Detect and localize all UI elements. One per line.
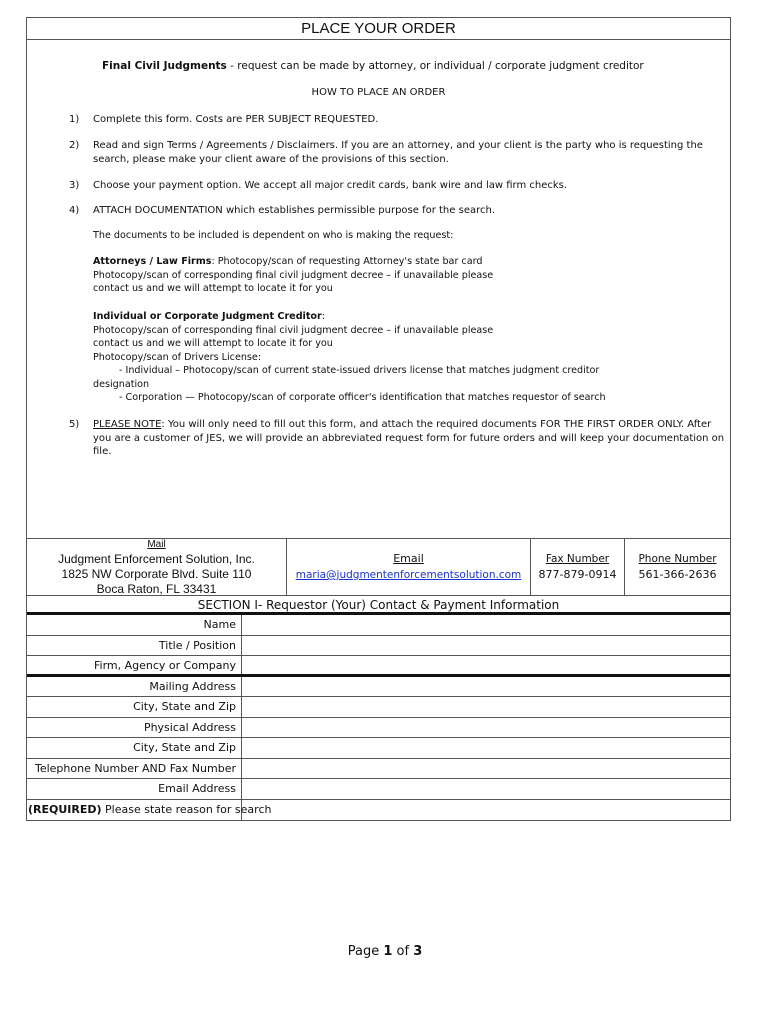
email-label: Email (393, 552, 424, 565)
footer-middle: of (392, 944, 414, 959)
howto-heading: HOW TO PLACE AN ORDER (311, 87, 446, 98)
form-row-firm (27, 656, 730, 677)
field-label: Telephone Number AND Fax Number (27, 759, 242, 779)
instructions-panel (27, 40, 730, 538)
physical-address-input[interactable] (242, 718, 730, 738)
step-text: ATTACH DOCUMENTATION which establishes permissible purpose for the search. (93, 205, 496, 216)
individual-line: Photocopy/scan of corresponding final civil judgment decree – if unavailable please (93, 324, 494, 336)
form-row-telephone (27, 759, 730, 780)
step-number: 3) (69, 180, 80, 191)
email-link[interactable]: maria@judgmentenforcementsolution.com (295, 569, 522, 581)
form-row-email (27, 779, 730, 800)
individual-label: Individual or Corporate Judgment Creditor (93, 311, 322, 322)
fax-cell (531, 539, 625, 595)
reason-label: Please state reason for search (101, 802, 272, 816)
phone-cell (625, 539, 730, 595)
page-footer (0, 944, 770, 959)
firm-input[interactable] (242, 656, 730, 674)
email-cell (287, 539, 531, 595)
mail-line: Boca Raton, FL 33431 (96, 582, 217, 596)
step-4 (69, 204, 729, 218)
mailing-address-input[interactable] (242, 677, 730, 697)
physical-city-input[interactable] (242, 738, 730, 758)
field-label (27, 800, 272, 821)
mail-line: 1825 NW Corporate Blvd. Suite 110 (61, 567, 252, 581)
individual-block (93, 310, 713, 405)
field-label: Email Address (27, 779, 242, 799)
phone-label: Phone Number (638, 553, 717, 565)
email-input[interactable] (242, 779, 730, 799)
step-1 (69, 113, 729, 127)
current-page: 1 (383, 944, 393, 959)
individual-line: - Corporation — Photocopy/scan of corporate officer's identification that matches requestor of search (119, 392, 606, 403)
form-row-physical-city (27, 738, 730, 759)
step-text: Complete this form. Costs are PER SUBJECT REQUESTED. (93, 114, 379, 125)
form-row-city-state-zip (27, 697, 730, 718)
docs-intro: The documents to be included is dependent on who is making the request: (93, 230, 454, 241)
section-title: SECTION I- Requestor (Your) Contact & Payment Information (27, 596, 730, 615)
order-form (26, 17, 731, 821)
step-3 (69, 179, 729, 193)
attorneys-line: : Photocopy/scan of requesting Attorney's state bar card (211, 256, 483, 267)
intro-heading (102, 60, 644, 72)
phone-value: 561-366-2636 (638, 568, 717, 581)
individual-line: - Individual – Photocopy/scan of current state-issued drivers license that matches judgment creditor (119, 365, 600, 376)
mail-address-cell (27, 539, 287, 595)
form-row-name (27, 615, 730, 636)
individual-line: contact us and we will attempt to locate it for you (93, 338, 333, 349)
step-5 (69, 418, 729, 459)
total-pages: 3 (413, 944, 423, 959)
please-note-label: PLEASE NOTE (93, 419, 162, 430)
step-2 (69, 139, 729, 166)
mail-label: Mail (147, 539, 166, 550)
field-label: Title / Position (27, 636, 242, 656)
form-row-reason (27, 800, 730, 821)
required-label: (REQUIRED) (28, 802, 102, 816)
attorneys-line: Photocopy/scan of corresponding final civil judgment decree – if unavailable please (93, 269, 494, 281)
individual-line: Photocopy/scan of Drivers License: (93, 351, 262, 363)
step-text: Read and sign Terms / Agreements / Disclaimers. If you are an attorney, and your client is the party who is requesting the search, please make your client aware of the provisions of this section. (93, 140, 703, 165)
field-label: City, State and Zip (27, 738, 242, 758)
form-row-physical-address (27, 718, 730, 739)
name-input[interactable] (242, 615, 730, 635)
step-text: Choose your payment option. We accept all major credit cards, bank wire and law firm checks. (93, 180, 568, 191)
attorneys-block (93, 255, 713, 296)
step-number: 2) (69, 140, 80, 151)
heading-bold: Final Civil Judgments (102, 60, 227, 72)
footer-prefix: Page (347, 944, 384, 959)
field-label: Mailing Address (27, 677, 242, 697)
mail-line: Judgment Enforcement Solution, Inc. (58, 552, 255, 566)
page-title: PLACE YOUR ORDER (27, 18, 730, 40)
telephone-input[interactable] (242, 759, 730, 779)
fax-label: Fax Number (545, 553, 610, 565)
step-text (93, 418, 729, 459)
step-number: 5) (69, 419, 80, 430)
title-input[interactable] (242, 636, 730, 656)
note-text: : You will only need to fill out this form, and attach the required documents FOR THE FIRST ORDER ONLY. After you are a customer of JES, we will provide an abbreviated request form for future orders and will keep your documentation on file. (93, 419, 725, 457)
field-label: Name (27, 615, 242, 635)
individual-colon: : (321, 311, 325, 322)
step-number: 4) (69, 205, 80, 216)
form-row-title (27, 636, 730, 657)
reason-input[interactable] (242, 800, 730, 821)
attorneys-label: Attorneys / Law Firms (93, 256, 212, 267)
form-row-mailing-address (27, 677, 730, 698)
field-label: City, State and Zip (27, 697, 242, 717)
step-number: 1) (69, 114, 80, 125)
fax-value: 877-879-0914 (538, 568, 617, 581)
city-state-zip-input[interactable] (242, 697, 730, 717)
heading-rest: - request can be made by attorney, or individual / corporate judgment creditor (226, 60, 644, 72)
field-label: Physical Address (27, 718, 242, 738)
individual-line: designation (93, 378, 150, 390)
field-label: Firm, Agency or Company (27, 656, 242, 674)
attorneys-line: contact us and we will attempt to locate it for you (93, 283, 333, 294)
contact-info-row (27, 538, 730, 596)
